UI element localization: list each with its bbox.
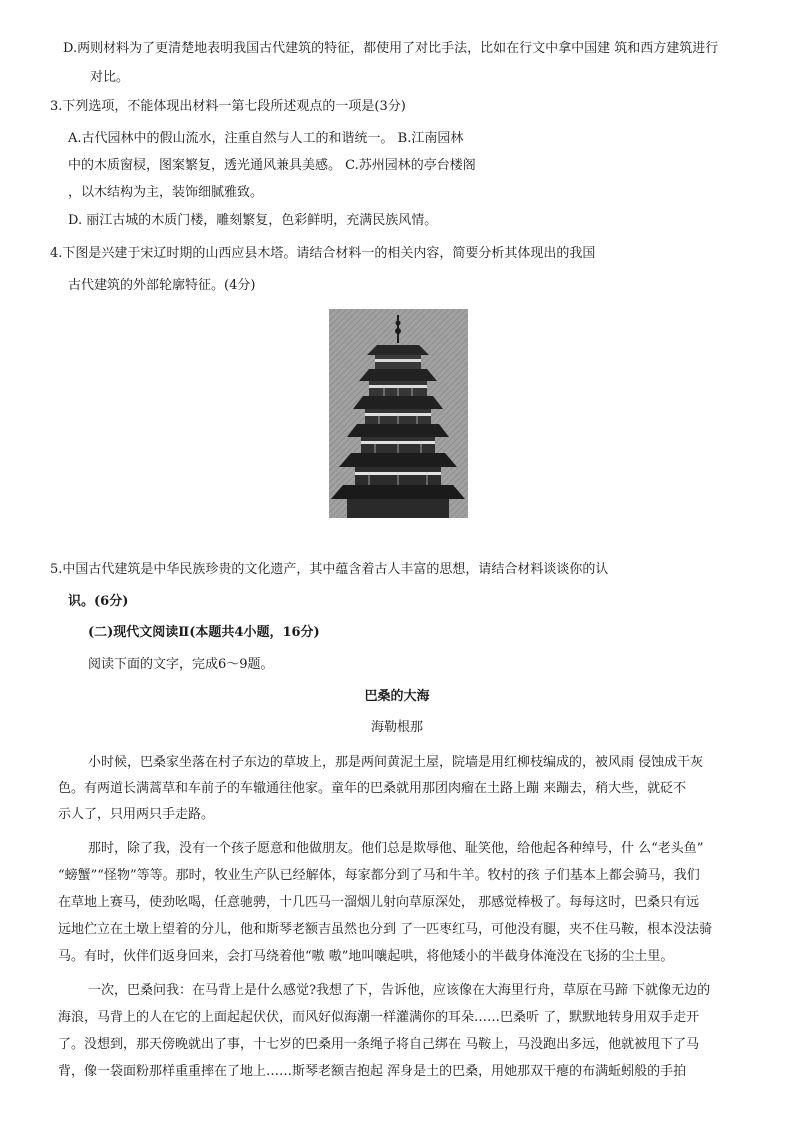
q2-option-d-line2: 对比。 (90, 70, 130, 85)
story-p2-line1: 那时，除了我，没有一个孩子愿意和他做朋友。他们总是欺辱他、耻笑他，给他起各种绰号，什 么“老头鱼” (88, 841, 704, 856)
section-heading: (二)现代文阅读Ⅱ(本题共4小题，16分) (88, 625, 320, 640)
story-p2-line2: “螃蟹”“怪物”等等。那时，牧业生产队已经解体，每家都分到了马和牛羊。牧村的孩 子们基本上都会骑马，我们 (58, 868, 700, 883)
story-p2-line4: 远地伫立在土墩上望着的分儿，他和斯琴老额吉虽然也分到 了一匹枣红马，可他没有腿，夹不住马鞍，根本没法骑 (58, 922, 713, 937)
q3-stem: 3.下列选项，不能体现出材料一第七段所述观点的一项是(3分) (50, 99, 406, 114)
q4-stem-line2: 古代建筑的外部轮廓特征。(4分) (68, 278, 256, 293)
q3-options-line1: A.古代园林中的假山流水，注重自然与人工的和谐统一。 B.江南园林 (68, 131, 464, 146)
story-p3-line1: 一次，巴桑问我：在马背上是什么感觉?我想了下，告诉他，应该像在大海里行舟，草原在马蹄 下就像无边的 (88, 983, 711, 998)
story-p1-line1: 小时候，巴桑家坐落在村子东边的草坡上，那是两间黄泥土屋，院墙是用红柳枝编成的，被风雨 侵蚀成干灰 (88, 755, 704, 770)
q4-stem-line1: 4.下图是兴建于宋辽时期的山西应县木塔。请结合材料一的相关内容，简要分析其体现出的我国 (50, 246, 596, 261)
story-p3-line3: 了。没想到，那天傍晚就出了事，十七岁的巴桑用一条绳子将自己绑在 马鞍上，马没跑出多远，他就被甩下了马 (58, 1037, 700, 1052)
story-author: 海勒根那 (370, 720, 423, 735)
q3-options-line4: D. 丽江古城的木质门楼，雕刻繁复，色彩鲜明，充满民族风情。 (68, 213, 438, 228)
q3-options-line2: 中的木质窗棂，图案繁复，透光通风兼具美感。 C.苏州园林的亭台楼阁 (68, 158, 476, 173)
pagoda-illustration (329, 309, 468, 518)
story-p3-line2: 海浪，马背上的人在它的上面起起伏伏，而风好似海潮一样灌满你的耳朵……巴桑听 了，默默地转身用双手走开 (58, 1010, 700, 1025)
story-p1-line2: 色。有两道长满蒿草和车前子的车辙通往他家。童年的巴桑就用那团肉瘤在土路上蹦 来蹦去，稍大些，就砭不 (58, 781, 687, 796)
story-p3-line4: 背，像一袋面粉那样重重摔在了地上……斯琴老额吉抱起 浑身是土的巴桑，用她那双干瘪的布满蚯蚓般的手拍 (58, 1064, 687, 1079)
story-p2-line3: 在草地上赛马，使劲吆喝，任意驰骋，十几匹马一溜烟儿射向草原深处， 那感觉棒极了。每每这时，巴桑只有远 (58, 895, 700, 910)
story-title: 巴桑的大海 (364, 689, 430, 704)
q5-stem-line2: 识。(6分) (68, 594, 129, 609)
q3-options-line3: ，以木结构为主，装饰细腻雅致。 (68, 185, 264, 200)
q5-stem-line1: 5.中国古代建筑是中华民族珍贵的文化遗产，其中蕴含着古人丰富的思想，请结合材料谈谈你的认 (50, 562, 609, 577)
q2-option-d-line1: D.两则材料为了更清楚地表明我国古代建筑的特征，都使用了对比手法，比如在行文中拿中国建 筑和西方建筑进行 (63, 41, 719, 56)
story-p2-line5: 马。有时，伙伴们返身回来，会打马绕着他“嗷 嗷”地叫嚷起哄，将他矮小的半截身体淹没在飞扬的尘土里。 (58, 949, 674, 964)
story-p1-line3: 示人了，只用两只手走路。 (58, 807, 215, 822)
pagoda-photo (329, 309, 468, 518)
section-instruction: 阅读下面的文字，完成6～9题。 (88, 657, 274, 672)
